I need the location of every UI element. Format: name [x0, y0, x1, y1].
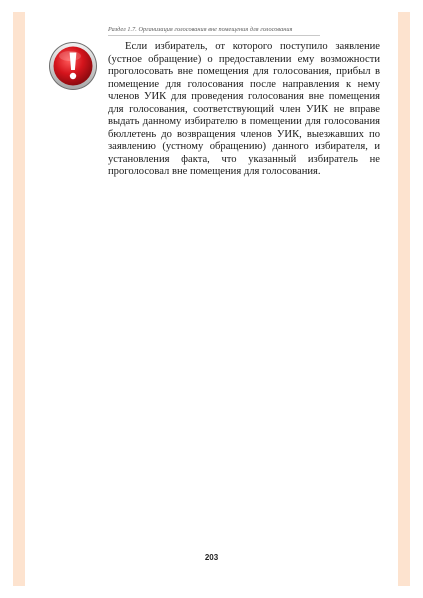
left-margin-band: [13, 12, 25, 586]
page-number: 203: [204, 553, 219, 562]
right-margin-band: [398, 12, 410, 586]
notice-paragraph: Если избиратель, от которого поступило заявление (устное обращение) о предоставлении ему возможности проголосовать вне помещения для голосования, прибыл в помещение для голосования после направления к нему членов УИК для проведения голосования вне помещения для голосования, соответствующий член УИК не вправе выдать данному избирателю в помещении для голосования бюллетень до возвращения членов УИК, выезжавших по заявлению (устному обращению) данного избирателя, и установления факта, что указанный избиратель не проголосовал вне помещения для голосования.: [108, 41, 380, 178]
exclamation-warning-icon: [48, 41, 98, 91]
running-header: Раздел 1.7. Организация голосования вне помещения для голосования: [108, 26, 293, 33]
header-rule: [108, 35, 320, 36]
